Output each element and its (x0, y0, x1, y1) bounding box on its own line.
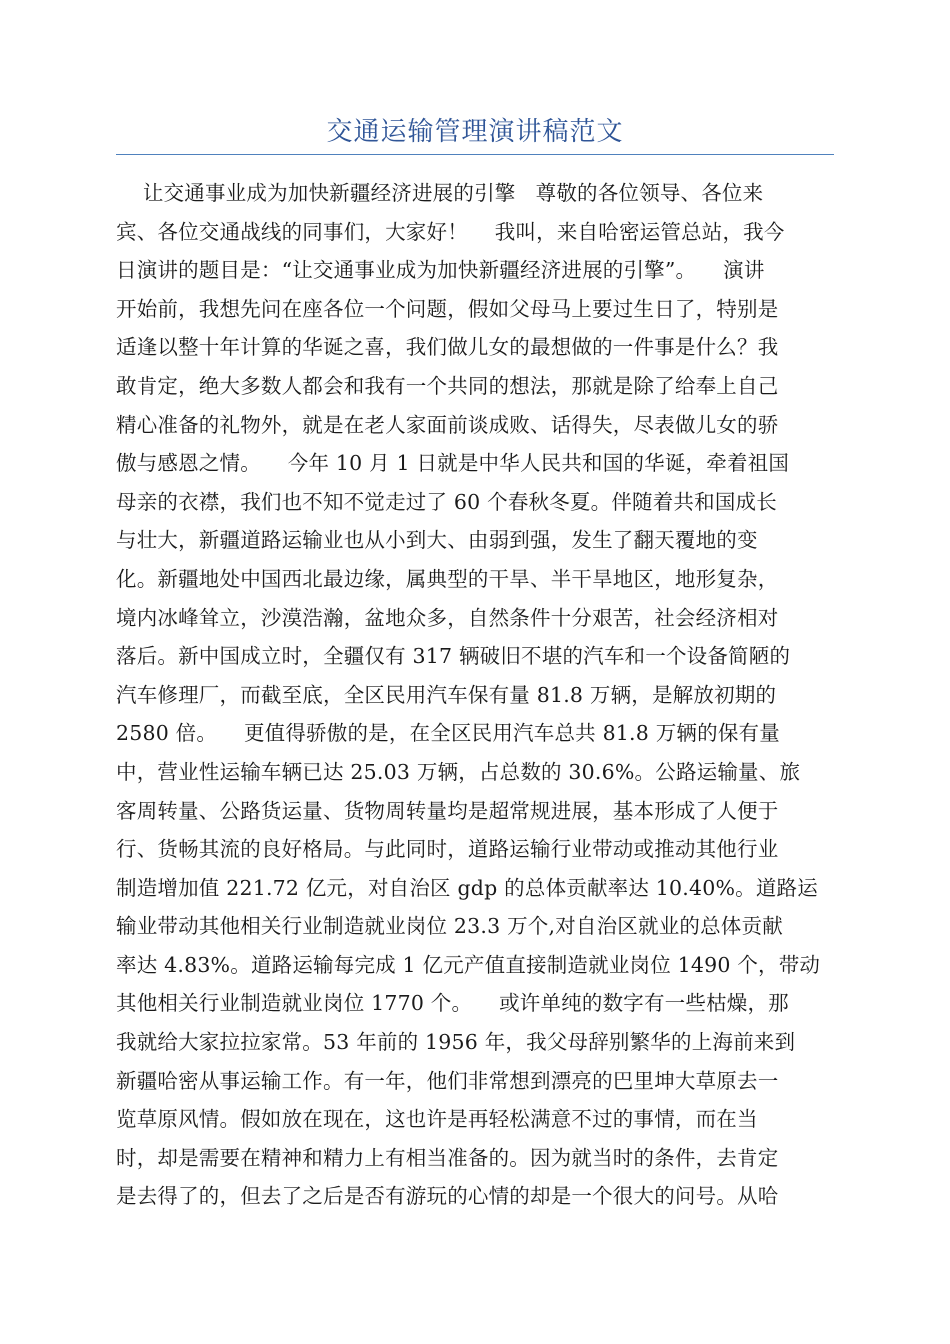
text-line: 让交通事业成为加快新疆经济进展的引擎 尊敬的各位领导、各位来 (116, 181, 764, 205)
document-title: 交通运输管理演讲稿范文 (326, 117, 624, 147)
text-line: 客周转量、公路货运量、货物周转量均是超常规进展，基本形成了人便于 (116, 798, 779, 823)
text-line: 境内冰峰耸立，沙漠浩瀚，盆地众多，自然条件十分艰苦，社会经济相对 (116, 605, 779, 630)
text-line: 化。新疆地处中国西北最边缘，属典型的干旱、半干旱地区，地形复杂， (116, 566, 779, 591)
text-line: 中，营业性运输车辆已达 25.03 万辆，占总数的 30.6%。公路运输量、旅 (116, 759, 801, 784)
text-line: 2580 倍。 更值得骄傲的是，在全区民用汽车总共 81.8 万辆的保有量 (116, 721, 780, 746)
text-line: 与壮大，新疆道路运输业也从小到大、由弱到强，发生了翻天覆地的变 (116, 528, 758, 553)
text-line: 输业带动其他相关行业制造就业岗位 23.3 万个,对自治区就业的总体贡献 (116, 914, 783, 939)
text-line: 我就给大家拉拉家常。53 年前的 1956 年，我父母辞别繁华的上海前来到 (116, 1030, 796, 1055)
text-line: 适逢以整十年计算的华诞之喜，我们做儿女的最想做的一件事是什么？我 (116, 335, 779, 360)
text-line: 览草原风情。假如放在现在，这也许是再轻松满意不过的事情，而在当 (116, 1107, 758, 1132)
text-line: 敢肯定，绝大多数人都会和我有一个共同的想法，那就是除了给奉上自己 (116, 373, 779, 398)
text-line: 宾、各位交通战线的同事们，大家好！ 我叫，来自哈密运管总站，我今 (116, 219, 785, 244)
text-line: 制造增加值 221.72 亿元，对自治区 gdp 的总体贡献率达 10.40%。道路运 (116, 875, 818, 900)
title-underline (116, 154, 834, 155)
text-line: 时，却是需要在精神和精力上有相当准备的。因为就当时的条件，去肯定 (116, 1145, 779, 1170)
text-line: 率达 4.83%。道路运输每完成 1 亿元产值直接制造就业岗位 1490 个，带动 (116, 952, 821, 977)
text-line: 傲与感恩之情。 今年 10 月 1 日就是中华人民共和国的华诞，牵着祖国 (116, 451, 790, 476)
text-line: 其他相关行业制造就业岗位 1770 个。 或许单纯的数字有一些枯燥，那 (116, 991, 789, 1016)
text-line: 行、货畅其流的良好格局。与此同时，道路运输行业带动或推动其他行业 (116, 837, 779, 862)
text-line: 开始前，我想先问在座各位一个问题，假如父母马上要过生日了，特别是 (116, 296, 779, 321)
text-line: 新疆哈密从事运输工作。有一年，他们非常想到漂亮的巴里坤大草原去一 (116, 1068, 779, 1093)
text-line: 母亲的衣襟，我们也不知不觉走过了 60 个春秋冬夏。伴随着共和国成长 (116, 489, 777, 514)
text-line: 日演讲的题目是：“让交通事业成为加快新疆经济进展的引擎”。 演讲 (116, 258, 765, 283)
text-line: 落后。新中国成立时，全疆仅有 317 辆破旧不堪的汽车和一个设备简陋的 (116, 644, 791, 669)
text-line: 精心准备的礼物外，就是在老人家面前谈成败、话得失，尽表做儿女的骄 (116, 412, 779, 437)
body-paragraph (116, 174, 836, 1216)
text-line: 是去得了的，但去了之后是否有游玩的心情的却是一个很大的问号。从哈 (116, 1184, 779, 1209)
text-line: 汽车修理厂，而截至底，全区民用汽车保有量 81.8 万辆，是解放初期的 (116, 682, 777, 707)
